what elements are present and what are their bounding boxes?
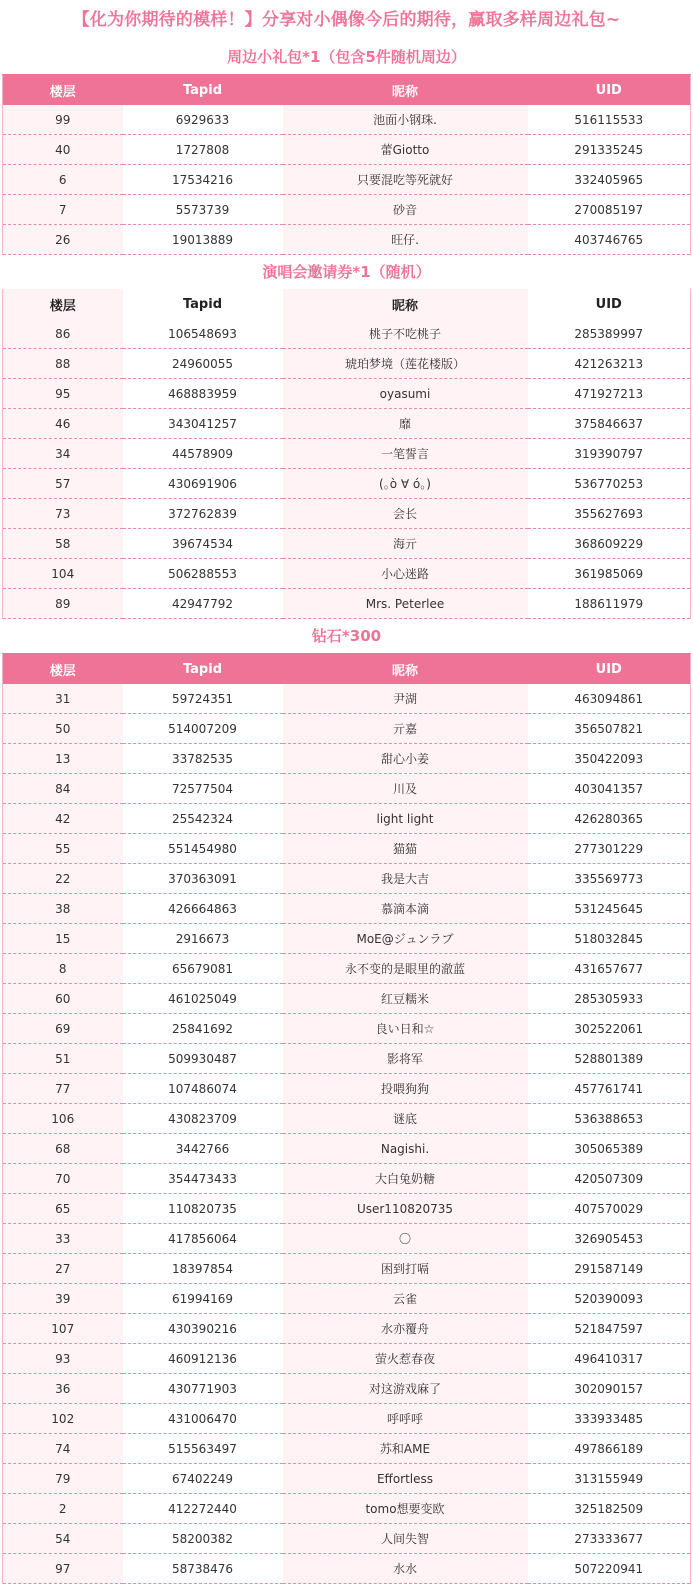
cell-floor: 69 bbox=[3, 1014, 123, 1044]
cell-nickname: 甜心小姜 bbox=[283, 744, 528, 774]
cell-nickname: 旺仔. bbox=[283, 225, 528, 255]
table-row bbox=[3, 864, 691, 894]
cell-uid: 302090157 bbox=[528, 1374, 691, 1404]
cell-tapid: 58200382 bbox=[123, 1524, 283, 1554]
cell-nickname: 水水 bbox=[283, 1554, 528, 1584]
table-row bbox=[3, 1044, 691, 1074]
cell-tapid: 5573739 bbox=[123, 195, 283, 225]
cell-uid: 403746765 bbox=[528, 225, 691, 255]
header-tapid: Tapid bbox=[123, 75, 283, 106]
cell-uid: 350422093 bbox=[528, 744, 691, 774]
table-row bbox=[3, 319, 691, 349]
table-row bbox=[3, 1284, 691, 1314]
cell-tapid: 506288553 bbox=[123, 559, 283, 589]
cell-nickname: 呼呼呼 bbox=[283, 1404, 528, 1434]
cell-floor: 55 bbox=[3, 834, 123, 864]
cell-floor: 15 bbox=[3, 924, 123, 954]
header-uid: UID bbox=[528, 289, 691, 319]
cell-nickname: 亓嘉 bbox=[283, 714, 528, 744]
cell-uid: 285305933 bbox=[528, 984, 691, 1014]
table-row bbox=[3, 804, 691, 834]
table-row bbox=[3, 1014, 691, 1044]
cell-nickname: 大白兔奶糖 bbox=[283, 1164, 528, 1194]
cell-nickname: 蕾Giotto bbox=[283, 135, 528, 165]
cell-floor: 95 bbox=[3, 379, 123, 409]
cell-uid: 516115533 bbox=[528, 105, 691, 135]
cell-uid: 521847597 bbox=[528, 1314, 691, 1344]
table-row bbox=[3, 499, 691, 529]
cell-floor: 38 bbox=[3, 894, 123, 924]
cell-floor: 86 bbox=[3, 319, 123, 349]
cell-floor: 50 bbox=[3, 714, 123, 744]
table-row bbox=[3, 529, 691, 559]
cell-tapid: 515563497 bbox=[123, 1434, 283, 1464]
cell-nickname: 人间失智 bbox=[283, 1524, 528, 1554]
prize-sections bbox=[0, 40, 693, 1584]
cell-nickname: 〇 bbox=[283, 1224, 528, 1254]
cell-tapid: 25841692 bbox=[123, 1014, 283, 1044]
table-row bbox=[3, 1314, 691, 1344]
cell-tapid: 58738476 bbox=[123, 1554, 283, 1584]
table-row bbox=[3, 1344, 691, 1374]
cell-floor: 89 bbox=[3, 589, 123, 619]
cell-floor: 6 bbox=[3, 165, 123, 195]
cell-uid: 291335245 bbox=[528, 135, 691, 165]
section-title: 演唱会邀请券*1（随机） bbox=[262, 263, 431, 281]
header-floor: 楼层 bbox=[3, 654, 123, 685]
cell-floor: 60 bbox=[3, 984, 123, 1014]
cell-tapid: 42947792 bbox=[123, 589, 283, 619]
table-header-row bbox=[3, 654, 691, 685]
cell-tapid: 461025049 bbox=[123, 984, 283, 1014]
table-header-row bbox=[3, 75, 691, 106]
cell-floor: 77 bbox=[3, 1074, 123, 1104]
cell-nickname: 尹湖 bbox=[283, 684, 528, 714]
table-row bbox=[3, 135, 691, 165]
cell-floor: 65 bbox=[3, 1194, 123, 1224]
table-row bbox=[3, 559, 691, 589]
cell-tapid: 460912136 bbox=[123, 1344, 283, 1374]
cell-floor: 68 bbox=[3, 1134, 123, 1164]
cell-tapid: 430771903 bbox=[123, 1374, 283, 1404]
table-row bbox=[3, 105, 691, 135]
cell-nickname: 琥珀梦境（莲花楼版） bbox=[283, 349, 528, 379]
header-tapid: Tapid bbox=[123, 289, 283, 319]
cell-nickname: tomo想要变欧 bbox=[283, 1494, 528, 1524]
prize-section bbox=[0, 255, 693, 619]
cell-nickname: 良い日和☆ bbox=[283, 1014, 528, 1044]
cell-tapid: 33782535 bbox=[123, 744, 283, 774]
cell-tapid: 106548693 bbox=[123, 319, 283, 349]
cell-tapid: 354473433 bbox=[123, 1164, 283, 1194]
cell-nickname: 桃子不吃桃子 bbox=[283, 319, 528, 349]
cell-nickname: 困到打嗝 bbox=[283, 1254, 528, 1284]
cell-nickname: 对这游戏麻了 bbox=[283, 1374, 528, 1404]
cell-tapid: 1727808 bbox=[123, 135, 283, 165]
cell-nickname: 池面小钢珠. bbox=[283, 105, 528, 135]
cell-tapid: 3442766 bbox=[123, 1134, 283, 1164]
winners-table bbox=[2, 653, 691, 1584]
cell-floor: 7 bbox=[3, 195, 123, 225]
page-title: 【化为你期待的模样！】分享对小偶像今后的期待，赢取多样周边礼包~ bbox=[72, 10, 621, 30]
cell-uid: 496410317 bbox=[528, 1344, 691, 1374]
cell-uid: 302522061 bbox=[528, 1014, 691, 1044]
table-row bbox=[3, 1104, 691, 1134]
cell-tapid: 343041257 bbox=[123, 409, 283, 439]
cell-floor: 84 bbox=[3, 774, 123, 804]
cell-uid: 531245645 bbox=[528, 894, 691, 924]
cell-floor: 97 bbox=[3, 1554, 123, 1584]
cell-tapid: 430390216 bbox=[123, 1314, 283, 1344]
cell-nickname: Nagishi. bbox=[283, 1134, 528, 1164]
cell-uid: 463094861 bbox=[528, 684, 691, 714]
header-uid: UID bbox=[528, 75, 691, 106]
cell-nickname: light light bbox=[283, 804, 528, 834]
cell-floor: 93 bbox=[3, 1344, 123, 1374]
cell-uid: 375846637 bbox=[528, 409, 691, 439]
table-row bbox=[3, 744, 691, 774]
table-row bbox=[3, 774, 691, 804]
table-row bbox=[3, 1374, 691, 1404]
cell-floor: 46 bbox=[3, 409, 123, 439]
cell-tapid: 67402249 bbox=[123, 1464, 283, 1494]
header-floor: 楼层 bbox=[3, 289, 123, 319]
cell-uid: 471927213 bbox=[528, 379, 691, 409]
cell-floor: 34 bbox=[3, 439, 123, 469]
table-row bbox=[3, 924, 691, 954]
cell-uid: 520390093 bbox=[528, 1284, 691, 1314]
table-row bbox=[3, 589, 691, 619]
cell-tapid: 110820735 bbox=[123, 1194, 283, 1224]
cell-uid: 420507309 bbox=[528, 1164, 691, 1194]
table-row bbox=[3, 439, 691, 469]
cell-floor: 13 bbox=[3, 744, 123, 774]
cell-floor: 33 bbox=[3, 1224, 123, 1254]
table-row bbox=[3, 1464, 691, 1494]
cell-nickname: 谜底 bbox=[283, 1104, 528, 1134]
cell-uid: 313155949 bbox=[528, 1464, 691, 1494]
table-row bbox=[3, 1194, 691, 1224]
cell-tapid: 72577504 bbox=[123, 774, 283, 804]
cell-uid: 291587149 bbox=[528, 1254, 691, 1284]
cell-floor: 36 bbox=[3, 1374, 123, 1404]
cell-tapid: 426664863 bbox=[123, 894, 283, 924]
cell-nickname: 我是大吉 bbox=[283, 864, 528, 894]
header-nickname: 昵称 bbox=[283, 654, 528, 685]
cell-uid: 335569773 bbox=[528, 864, 691, 894]
cell-nickname: (｡ò ∀ ó｡) bbox=[283, 469, 528, 499]
cell-tapid: 59724351 bbox=[123, 684, 283, 714]
cell-nickname: 红豆糯米 bbox=[283, 984, 528, 1014]
cell-nickname: 一笔誓言 bbox=[283, 439, 528, 469]
cell-uid: 285389997 bbox=[528, 319, 691, 349]
cell-nickname: Effortless bbox=[283, 1464, 528, 1494]
prize-section bbox=[0, 40, 693, 255]
table-row bbox=[3, 165, 691, 195]
cell-uid: 273333677 bbox=[528, 1524, 691, 1554]
cell-floor: 102 bbox=[3, 1404, 123, 1434]
table-row bbox=[3, 1224, 691, 1254]
cell-floor: 54 bbox=[3, 1524, 123, 1554]
cell-tapid: 468883959 bbox=[123, 379, 283, 409]
cell-uid: 333933485 bbox=[528, 1404, 691, 1434]
cell-uid: 332405965 bbox=[528, 165, 691, 195]
cell-nickname: 会长 bbox=[283, 499, 528, 529]
section-title: 周边小礼包*1（包含5件随机周边） bbox=[227, 48, 466, 66]
cell-floor: 58 bbox=[3, 529, 123, 559]
cell-floor: 40 bbox=[3, 135, 123, 165]
table-row bbox=[3, 1554, 691, 1584]
cell-tapid: 430823709 bbox=[123, 1104, 283, 1134]
cell-uid: 368609229 bbox=[528, 529, 691, 559]
cell-floor: 8 bbox=[3, 954, 123, 984]
cell-tapid: 44578909 bbox=[123, 439, 283, 469]
cell-uid: 355627693 bbox=[528, 499, 691, 529]
cell-tapid: 24960055 bbox=[123, 349, 283, 379]
table-row bbox=[3, 1494, 691, 1524]
cell-floor: 42 bbox=[3, 804, 123, 834]
cell-floor: 39 bbox=[3, 1284, 123, 1314]
cell-nickname: 萤火惹春夜 bbox=[283, 1344, 528, 1374]
cell-nickname: 慕滴本滴 bbox=[283, 894, 528, 924]
cell-floor: 31 bbox=[3, 684, 123, 714]
section-title: 钻石*300 bbox=[311, 627, 382, 645]
cell-uid: 361985069 bbox=[528, 559, 691, 589]
winners-table bbox=[2, 74, 691, 255]
cell-nickname: oyasumi bbox=[283, 379, 528, 409]
cell-tapid: 417856064 bbox=[123, 1224, 283, 1254]
table-row bbox=[3, 954, 691, 984]
cell-uid: 536770253 bbox=[528, 469, 691, 499]
cell-floor: 22 bbox=[3, 864, 123, 894]
cell-tapid: 19013889 bbox=[123, 225, 283, 255]
header-nickname: 昵称 bbox=[283, 289, 528, 319]
cell-nickname: 影将军 bbox=[283, 1044, 528, 1074]
header-floor: 楼层 bbox=[3, 75, 123, 106]
prize-section bbox=[0, 619, 693, 1584]
cell-floor: 73 bbox=[3, 499, 123, 529]
cell-nickname: 靡 bbox=[283, 409, 528, 439]
table-row bbox=[3, 1404, 691, 1434]
cell-uid: 305065389 bbox=[528, 1134, 691, 1164]
cell-floor: 57 bbox=[3, 469, 123, 499]
cell-uid: 403041357 bbox=[528, 774, 691, 804]
cell-floor: 99 bbox=[3, 105, 123, 135]
cell-nickname: 苏和AME bbox=[283, 1434, 528, 1464]
cell-uid: 270085197 bbox=[528, 195, 691, 225]
header-nickname: 昵称 bbox=[283, 75, 528, 106]
table-row bbox=[3, 225, 691, 255]
cell-tapid: 430691906 bbox=[123, 469, 283, 499]
cell-nickname: MoE@ジュンラブ bbox=[283, 924, 528, 954]
cell-uid: 426280365 bbox=[528, 804, 691, 834]
table-header-row bbox=[3, 289, 691, 319]
cell-tapid: 18397854 bbox=[123, 1254, 283, 1284]
table-row bbox=[3, 834, 691, 864]
cell-floor: 104 bbox=[3, 559, 123, 589]
cell-uid: 407570029 bbox=[528, 1194, 691, 1224]
cell-uid: 277301229 bbox=[528, 834, 691, 864]
cell-nickname: Mrs. Peterlee bbox=[283, 589, 528, 619]
cell-floor: 106 bbox=[3, 1104, 123, 1134]
cell-tapid: 17534216 bbox=[123, 165, 283, 195]
table-row bbox=[3, 984, 691, 1014]
cell-nickname: 海亓 bbox=[283, 529, 528, 559]
cell-floor: 51 bbox=[3, 1044, 123, 1074]
table-row bbox=[3, 349, 691, 379]
cell-uid: 356507821 bbox=[528, 714, 691, 744]
cell-nickname: User110820735 bbox=[283, 1194, 528, 1224]
cell-tapid: 25542324 bbox=[123, 804, 283, 834]
cell-nickname: 云雀 bbox=[283, 1284, 528, 1314]
cell-tapid: 39674534 bbox=[123, 529, 283, 559]
winners-table bbox=[2, 289, 691, 619]
cell-floor: 70 bbox=[3, 1164, 123, 1194]
cell-nickname: 川及 bbox=[283, 774, 528, 804]
cell-uid: 421263213 bbox=[528, 349, 691, 379]
cell-nickname: 永不变的是眼里的澈蓝 bbox=[283, 954, 528, 984]
cell-nickname: 小心迷路 bbox=[283, 559, 528, 589]
cell-floor: 88 bbox=[3, 349, 123, 379]
table-row bbox=[3, 1434, 691, 1464]
cell-uid: 518032845 bbox=[528, 924, 691, 954]
table-row bbox=[3, 1134, 691, 1164]
table-row bbox=[3, 1164, 691, 1194]
cell-tapid: 65679081 bbox=[123, 954, 283, 984]
cell-tapid: 431006470 bbox=[123, 1404, 283, 1434]
cell-uid: 188611979 bbox=[528, 589, 691, 619]
table-row bbox=[3, 1074, 691, 1104]
table-row bbox=[3, 894, 691, 924]
cell-tapid: 61994169 bbox=[123, 1284, 283, 1314]
cell-uid: 431657677 bbox=[528, 954, 691, 984]
table-row bbox=[3, 1524, 691, 1554]
cell-nickname: 砂音 bbox=[283, 195, 528, 225]
cell-tapid: 2916673 bbox=[123, 924, 283, 954]
cell-floor: 26 bbox=[3, 225, 123, 255]
table-row bbox=[3, 379, 691, 409]
table-row bbox=[3, 469, 691, 499]
cell-nickname: 猫猫 bbox=[283, 834, 528, 864]
header-uid: UID bbox=[528, 654, 691, 685]
cell-tapid: 514007209 bbox=[123, 714, 283, 744]
header-tapid: Tapid bbox=[123, 654, 283, 685]
cell-floor: 2 bbox=[3, 1494, 123, 1524]
cell-tapid: 6929633 bbox=[123, 105, 283, 135]
cell-nickname: 投喂狗狗 bbox=[283, 1074, 528, 1104]
cell-uid: 536388653 bbox=[528, 1104, 691, 1134]
cell-floor: 74 bbox=[3, 1434, 123, 1464]
cell-uid: 457761741 bbox=[528, 1074, 691, 1104]
cell-uid: 325182509 bbox=[528, 1494, 691, 1524]
cell-uid: 326905453 bbox=[528, 1224, 691, 1254]
cell-tapid: 372762839 bbox=[123, 499, 283, 529]
cell-floor: 27 bbox=[3, 1254, 123, 1284]
cell-tapid: 370363091 bbox=[123, 864, 283, 894]
table-row bbox=[3, 684, 691, 714]
cell-uid: 528801389 bbox=[528, 1044, 691, 1074]
cell-tapid: 509930487 bbox=[123, 1044, 283, 1074]
cell-uid: 497866189 bbox=[528, 1434, 691, 1464]
cell-tapid: 412272440 bbox=[123, 1494, 283, 1524]
table-row bbox=[3, 1254, 691, 1284]
cell-nickname: 水亦覆舟 bbox=[283, 1314, 528, 1344]
cell-tapid: 551454980 bbox=[123, 834, 283, 864]
cell-uid: 507220941 bbox=[528, 1554, 691, 1584]
table-row bbox=[3, 714, 691, 744]
table-row bbox=[3, 409, 691, 439]
cell-floor: 79 bbox=[3, 1464, 123, 1494]
table-row bbox=[3, 195, 691, 225]
cell-tapid: 107486074 bbox=[123, 1074, 283, 1104]
cell-nickname: 只要混吃等死就好 bbox=[283, 165, 528, 195]
cell-uid: 319390797 bbox=[528, 439, 691, 469]
cell-floor: 107 bbox=[3, 1314, 123, 1344]
